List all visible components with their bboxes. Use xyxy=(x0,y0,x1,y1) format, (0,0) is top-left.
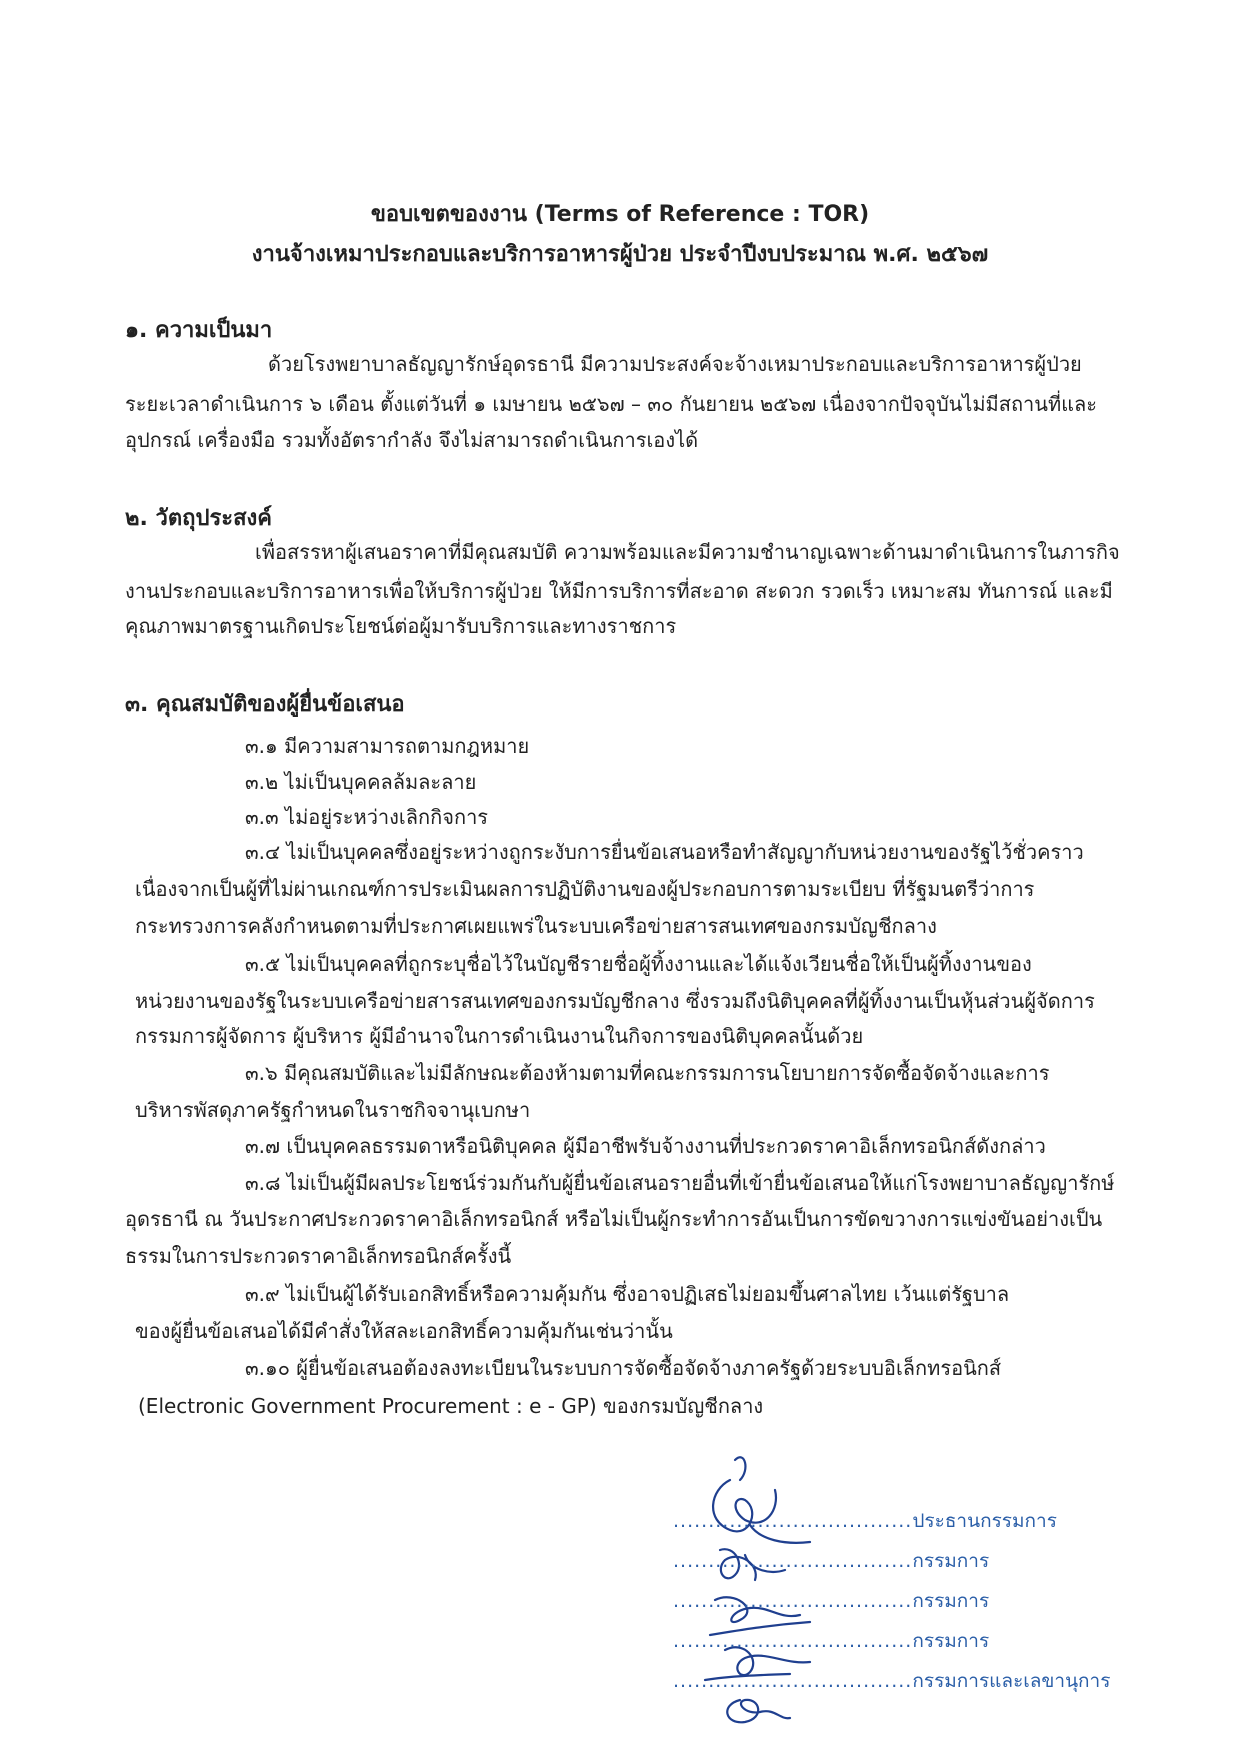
signature-role: กรรมการและเลขานุการ xyxy=(912,1670,1111,1692)
section-2-line: เพื่อสรรหาผู้เสนอราคาที่มีคุณสมบัติ ความพร้อมและมีความชำนาญเฉพาะด้านมาดำเนินการในภารกิจ xyxy=(255,540,1120,564)
document-subtitle: งานจ้างเหมาประกอบและบริการอาหารผู้ป่วย ประจำปีงบประมาณ พ.ศ. ๒๕๖๗ xyxy=(251,242,989,267)
signature-role: กรรมการ xyxy=(912,1630,990,1652)
section-1-heading: ๑. ความเป็นมา xyxy=(125,318,273,343)
qualification-item: กรรมการผู้จัดการ ผู้บริหาร ผู้มีอำนาจในการดำเนินงานในกิจการของนิติบุคคลนั้นด้วย xyxy=(135,1024,864,1048)
qualification-item: กระทรวงการคลังกำหนดตามที่ประกาศเผยแพร่ในระบบเครือข่ายสารสนเทศของกรมบัญชีกลาง xyxy=(135,914,937,938)
qualification-item: อุดรธานี ณ วันประกาศประกวดราคาอิเล็กทรอนิกส์ หรือไม่เป็นผู้กระทำการอันเป็นการขัดขวางการแข่งขันอย่างเป็น xyxy=(125,1207,1103,1231)
qualification-item: บริหารพัสดุภาครัฐกำหนดในราชกิจจานุเบกษา xyxy=(135,1098,531,1122)
section-2-heading: ๒. วัตถุประสงค์ xyxy=(125,506,272,531)
section-3-heading: ๓. คุณสมบัติของผู้ยื่นข้อเสนอ xyxy=(125,692,405,717)
qualification-item: เนื่องจากเป็นผู้ที่ไม่ผ่านเกณฑ์การประเมินผลการปฏิบัติงานของผู้ประกอบการตามระเบียบ ที่รัฐมนตรีว่าการ xyxy=(135,877,1035,901)
signature-role: กรรมการ xyxy=(912,1590,990,1612)
section-2-line: งานประกอบและบริการอาหารเพื่อให้บริการผู้ป่วย ให้มีการบริการที่สะอาด สะดวก รวดเร็ว เหมาะสม ทันการณ์ และมี xyxy=(125,579,1113,603)
qualification-item: ๓.๓ ไม่อยู่ระหว่างเลิกกิจการ xyxy=(245,805,489,829)
qualification-item: ๓.๔ ไม่เป็นบุคคลซึ่งอยู่ระหว่างถูกระงับการยื่นข้อเสนอหรือทำสัญญากับหน่วยงานของรัฐไว้ชั่วคราว xyxy=(245,840,1084,864)
signature-line-chairman xyxy=(673,1506,1057,1536)
qualification-item: ๓.๖ มีคุณสมบัติและไม่มีลักษณะต้องห้ามตามที่คณะกรรมการนโยบายการจัดซื้อจัดจ้างและการ xyxy=(245,1061,1050,1085)
signature-dots: .................................. xyxy=(673,1510,913,1532)
signature-line-member xyxy=(673,1586,989,1616)
signature-line-member xyxy=(673,1626,989,1656)
signature-line-secretary xyxy=(673,1666,1110,1696)
signature-role: ประธานกรรมการ xyxy=(912,1510,1057,1532)
signature-dots: .................................. xyxy=(673,1590,913,1612)
qualification-item: ๓.๕ ไม่เป็นบุคคลที่ถูกระบุชื่อไว้ในบัญชีรายชื่อผู้ทิ้งงานและได้แจ้งเวียนชื่อให้เป็นผู้ทิ้งงานของ xyxy=(245,952,1032,976)
signature-line-member xyxy=(673,1546,989,1576)
qualification-item: หน่วยงานของรัฐในระบบเครือข่ายสารสนเทศของกรมบัญชีกลาง ซึ่งรวมถึงนิติบุคคลที่ผู้ทิ้งงานเป็นหุ้นส่วนผู้จัดการ xyxy=(135,989,1095,1013)
qualification-item: ๓.๘ ไม่เป็นผู้มีผลประโยชน์ร่วมกันกับผู้ยื่นข้อเสนอรายอื่นที่เข้ายื่นข้อเสนอให้แก่โรงพยาบาลธัญญารักษ์ xyxy=(245,1171,1115,1195)
qualification-item: ๓.๑ มีความสามารถตามกฎหมาย xyxy=(245,734,530,758)
section-2-line: คุณภาพมาตรฐานเกิดประโยชน์ต่อผู้มารับบริการและทางราชการ xyxy=(125,614,677,638)
section-1-line: อุปกรณ์ เครื่องมือ รวมทั้งอัตรากำลัง จึงไม่สามารถดำเนินการเองได้ xyxy=(125,428,699,452)
qualification-item: ๓.๗ เป็นบุคคลธรรมดาหรือนิติบุคคล ผู้มีอาชีพรับจ้างงานที่ประกวดราคาอิเล็กทรอนิกส์ดังกล่าว xyxy=(245,1134,1046,1158)
qualification-item: ของผู้ยื่นข้อเสนอได้มีคำสั่งให้สละเอกสิทธิ์ความคุ้มกันเช่นว่านั้น xyxy=(135,1319,673,1343)
section-1-line: ด้วยโรงพยาบาลธัญญารักษ์อุดรธานี มีความประสงค์จะจ้างเหมาประกอบและบริการอาหารผู้ป่วย xyxy=(268,352,1082,376)
signature-dots: .................................. xyxy=(673,1670,913,1692)
section-1-line: ระยะเวลาดำเนินการ ๖ เดือน ตั้งแต่วันที่ ๑ เมษายน ๒๕๖๗ – ๓๐ กันยายน ๒๕๖๗ เนื่องจากปัจจุบันไม่มีสถานที่และ xyxy=(125,392,1098,416)
signature-dots: .................................. xyxy=(673,1630,913,1652)
qualification-item: ๓.๑๐ ผู้ยื่นข้อเสนอต้องลงทะเบียนในระบบการจัดซื้อจัดจ้างภาครัฐด้วยระบบอิเล็กทรอนิกส์ xyxy=(245,1356,1002,1380)
document-title: ขอบเขตของงาน (Terms of Reference : TOR) xyxy=(370,202,870,227)
qualification-item: ธรรมในการประกวดราคาอิเล็กทรอนิกส์ครั้งนี้ xyxy=(125,1244,512,1268)
signature-role: กรรมการ xyxy=(912,1550,990,1572)
qualification-item: ๓.๒ ไม่เป็นบุคคลล้มละลาย xyxy=(245,770,477,794)
signature-dots: .................................. xyxy=(673,1550,913,1572)
qualification-item: (Electronic Government Procurement : e - GP) ของกรมบัญชีกลาง xyxy=(138,1394,764,1418)
qualification-item: ๓.๙ ไม่เป็นผู้ได้รับเอกสิทธิ์หรือความคุ้มกัน ซึ่งอาจปฏิเสธไม่ยอมขึ้นศาลไทย เว้นแต่รัฐบาล xyxy=(245,1282,1010,1306)
